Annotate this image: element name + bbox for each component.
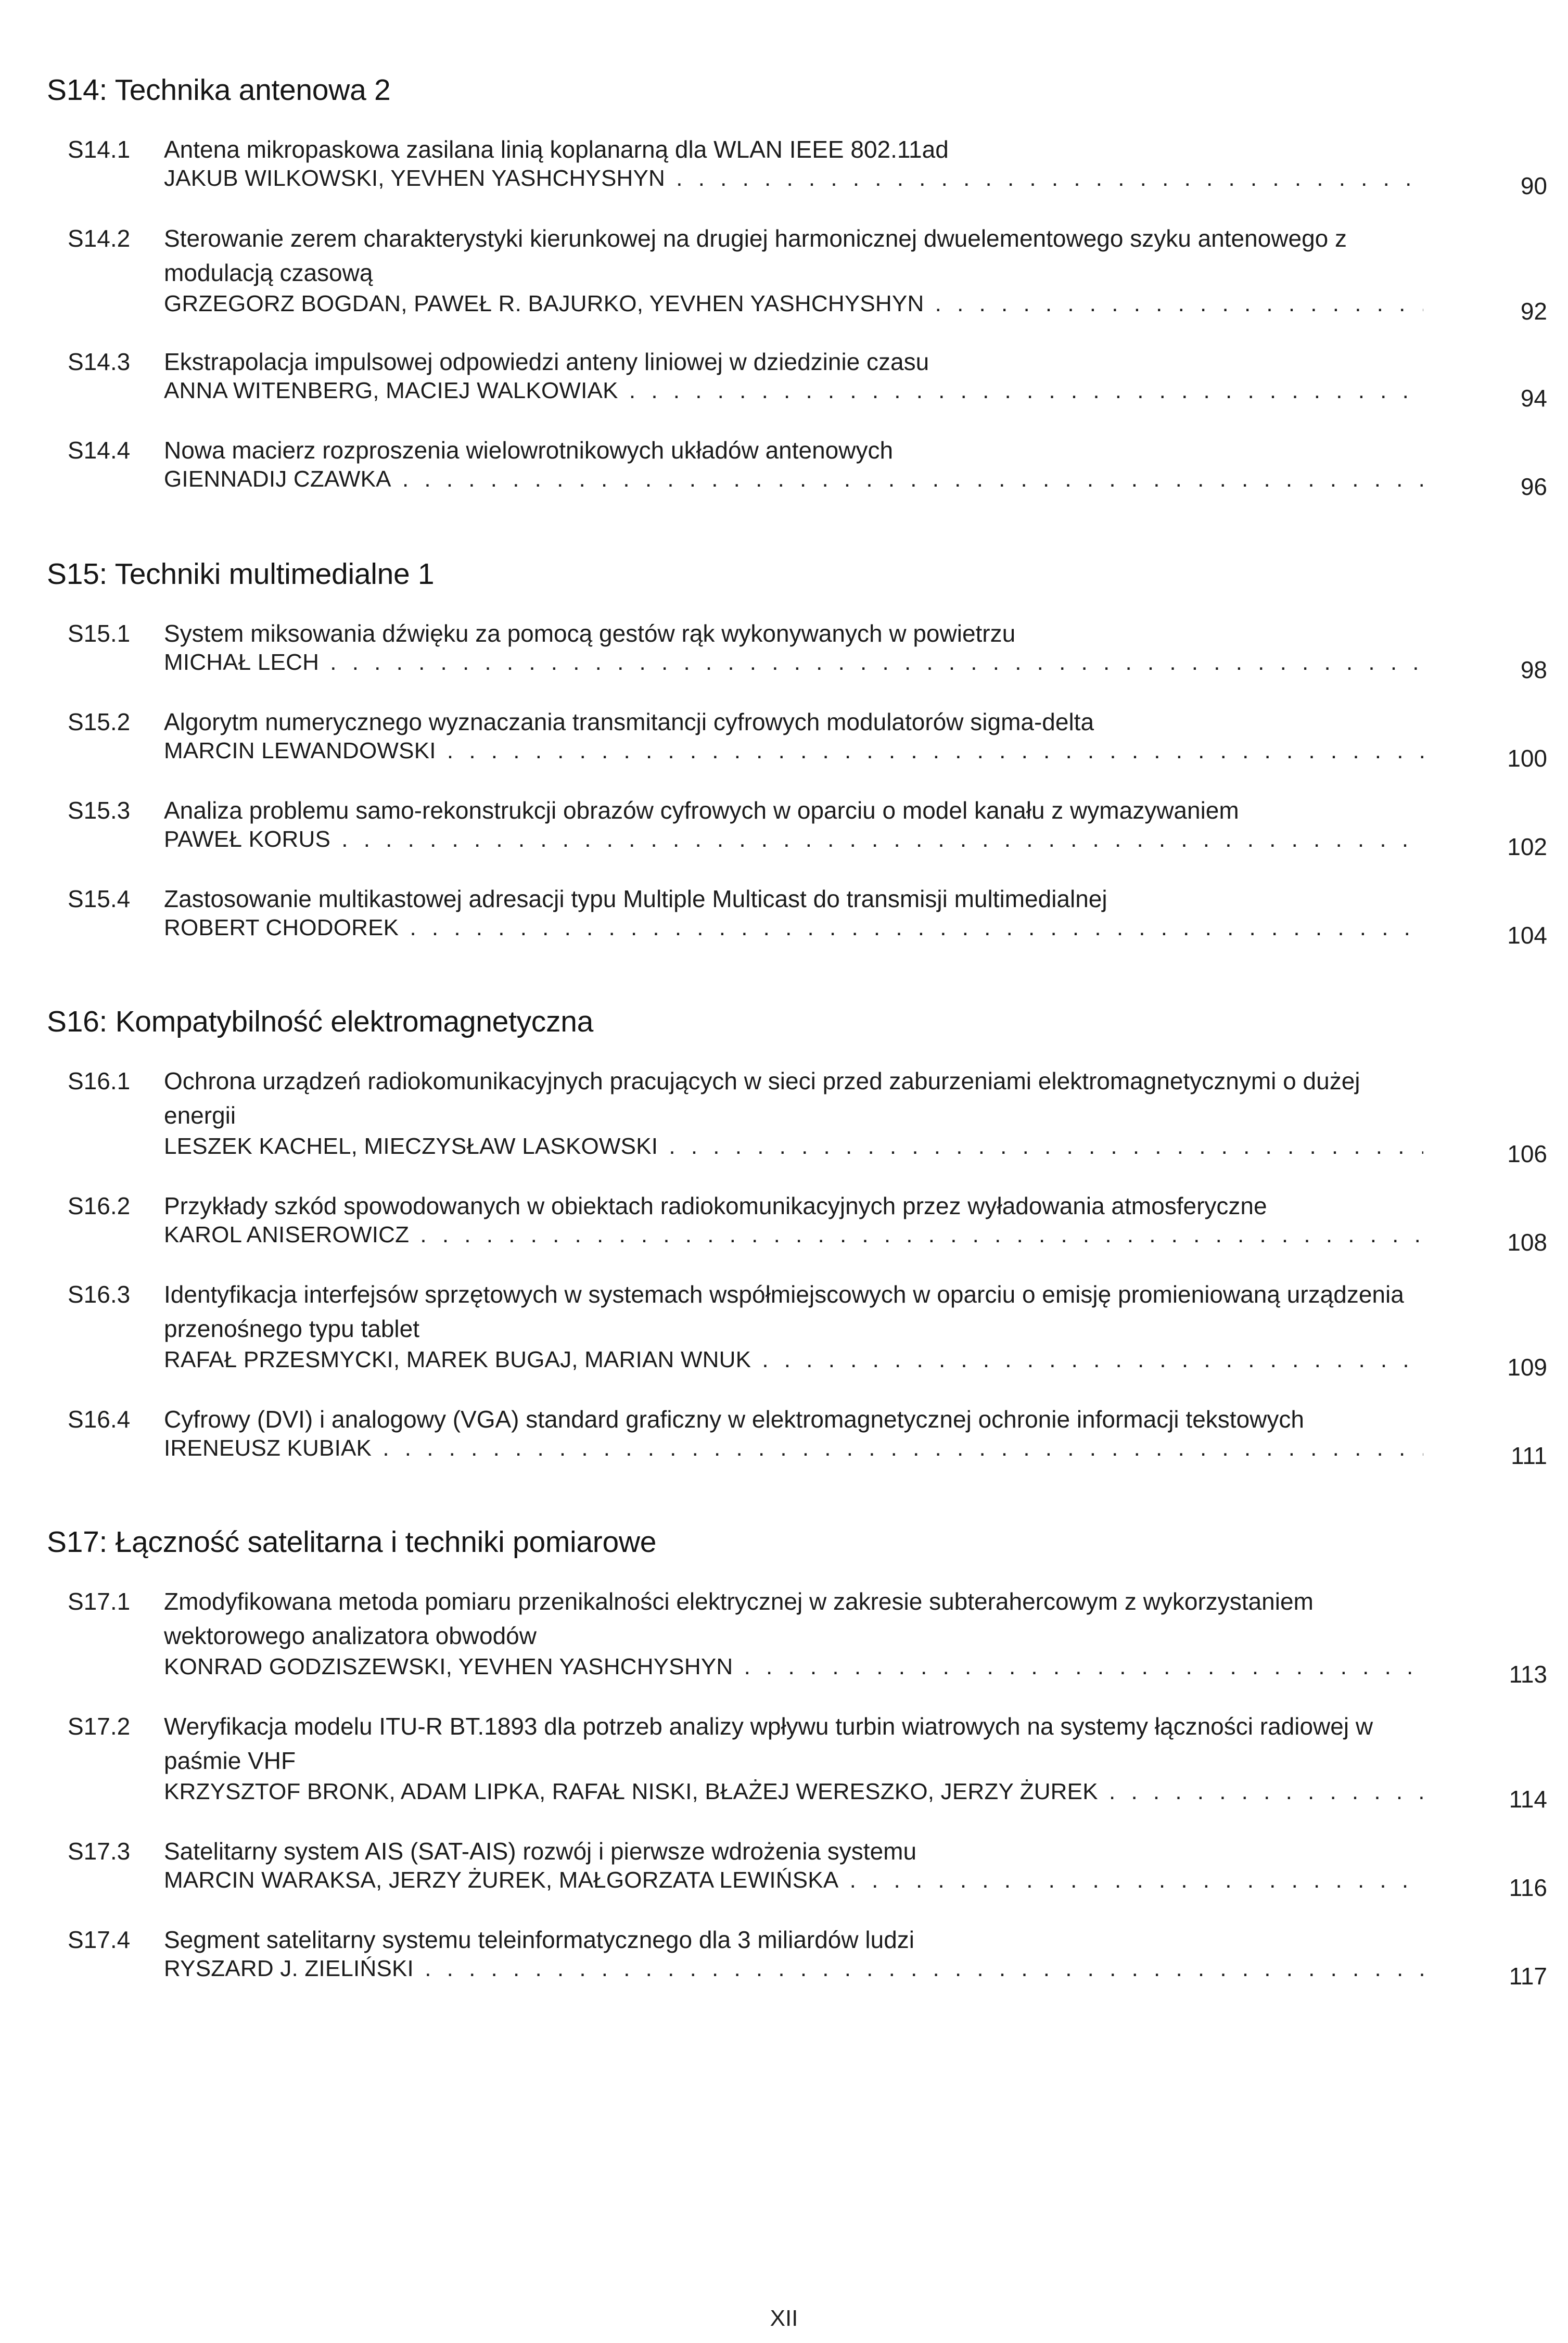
entry-number: S14.4 [68,437,131,464]
entry-title: Zastosowanie multikastowej adresacji typu Multiple Multicast do transmisji multimedialnej [164,885,1107,912]
entry-title: System miksowania dźwięku za pomocą gestów rąk wykonywanych w powietrzu [164,620,1016,647]
entry-authors: LESZEK KACHEL, MIECZYSŁAW LASKOWSKI . . . [164,1129,1423,1164]
entry-authors: IRENEUSZ KUBIAK . . . [164,1431,1423,1466]
entry-authors: GIENNADIJ CZAWKA . . . [164,462,1423,496]
entry-authors: RYSZARD J. ZIELIŃSKI . . . [164,1952,1423,1986]
entry-title: Weryfikacja modelu ITU-R BT.1893 dla potrzeb analizy wpływu turbin wiatrowych na systemy łączności radiowej w paśmie VHF [164,1713,1373,1774]
entry-page: 102 [1507,833,1547,860]
entry-number: S14.3 [68,348,131,375]
entry-authors: MARCIN LEWANDOWSKI . . . [164,734,1423,768]
entry-authors: MARCIN WARAKSA, JERZY ŻUREK, MAŁGORZATA LEWIŃSKA . . . [164,1863,1423,1898]
entry-authors: PAWEŁ KORUS . . . [164,822,1423,857]
entry-title: Antena mikropaskowa zasilana linią koplanarną dla WLAN IEEE 802.11ad [164,136,949,163]
entry-title: Algorytm numerycznego wyznaczania transmitancji cyfrowych modulatorów sigma-delta [164,708,1094,735]
entry-number: S15.3 [68,797,131,824]
entry-title: Ochrona urządzeń radiokomunikacyjnych pracujących w sieci przed zaburzeniami elektromagnetycznymi o dużej energii [164,1067,1360,1129]
entry-number: S15.1 [68,620,131,647]
entry-number: S15.4 [68,885,131,912]
entry-title: Cyfrowy (DVI) i analogowy (VGA) standard graficzny w elektromagnetycznej ochronie informacji tekstowych [164,1406,1304,1433]
entry-number: S14.2 [68,225,131,252]
entry-authors: MICHAŁ LECH . . . [164,645,1423,680]
entry-page: 117 [1509,1963,1547,1990]
section-title: S14: Technika antenowa 2 [47,73,391,107]
entry-page: 113 [1509,1661,1547,1688]
entry-authors: KONRAD GODZISZEWSKI, YEVHEN YASHCHYSHYN . . . [164,1650,1423,1684]
entry-number: S15.2 [68,708,131,735]
entry-title: Przykłady szkód spowodowanych w obiektach radiokomunikacyjnych przez wyładowania atmosferyczne [164,1192,1267,1219]
entry-authors: ROBERT CHODOREK . . . [164,911,1423,945]
entry-title: Zmodyfikowana metoda pomiaru przenikalności elektrycznej w zakresie subterahercowym z wykorzystaniem wektorowego analizatora obwodów [164,1588,1314,1649]
entry-page: 106 [1507,1140,1547,1167]
entry-number: S16.3 [68,1281,131,1308]
entry-authors: RAFAŁ PRZESMYCKI, MAREK BUGAJ, MARIAN WNUK . . . [164,1343,1423,1377]
entry-authors: GRZEGORZ BOGDAN, PAWEŁ R. BAJURKO, YEVHEN YASHCHYSHYN . . . [164,287,1423,321]
entry-authors: JAKUB WILKOWSKI, YEVHEN YASHCHYSHYN . . . [164,161,1423,196]
entry-title: Analiza problemu samo-rekonstrukcji obrazów cyfrowych w oparciu o model kanału z wymazywaniem [164,797,1239,824]
entry-number: S17.1 [68,1588,131,1615]
entry-page: 94 [1520,385,1547,412]
entry-number: S17.3 [68,1838,131,1865]
entry-page: 96 [1520,473,1547,500]
entry-page: 92 [1520,298,1547,325]
page-number: XII [770,2306,798,2331]
entry-number: S17.4 [68,1926,131,1953]
entry-page: 104 [1507,922,1547,949]
entry-page: 114 [1509,1786,1547,1813]
entry-title: Identyfikacja interfejsów sprzętowych w systemach współmiejscowych w oparciu o emisję promieniowaną urządzenia przenośnego typu tablet [164,1281,1404,1342]
entry-page: 116 [1509,1874,1547,1901]
entry-title: Segment satelitarny systemu teleinformatycznego dla 3 miliardów ludzi [164,1926,914,1953]
entry-page: 109 [1507,1354,1547,1381]
entry-number: S16.4 [68,1406,131,1433]
entry-page: 111 [1511,1442,1547,1469]
entry-page: 108 [1507,1229,1547,1256]
entry-number: S16.1 [68,1067,131,1094]
entry-authors: KRZYSZTOF BRONK, ADAM LIPKA, RAFAŁ NISKI, BŁAŻEJ WERESZKO, JERZY ŻUREK . . . [164,1775,1423,1809]
entry-title: Sterowanie zerem charakterystyki kierunkowej na drugiej harmonicznej dwuelementowego szyku antenowego z modulacją czasową [164,225,1347,286]
entry-authors: ANNA WITENBERG, MACIEJ WALKOWIAK . . . [164,374,1423,408]
entry-title: Nowa macierz rozproszenia wielowrotnikowych układów antenowych [164,437,894,464]
section-title: S15: Techniki multimedialne 1 [47,557,435,591]
section-title: S16: Kompatybilność elektromagnetyczna [47,1005,594,1038]
entry-title: Satelitarny system AIS (SAT-AIS) rozwój i pierwsze wdrożenia systemu [164,1838,917,1865]
section-title: S17: Łączność satelitarna i techniki pomiarowe [47,1525,657,1559]
entry-title: Ekstrapolacja impulsowej odpowiedzi anteny liniowej w dziedzinie czasu [164,348,929,375]
entry-authors: KAROL ANISEROWICZ . . . [164,1218,1423,1252]
entry-number: S16.2 [68,1192,131,1219]
entry-number: S14.1 [68,136,131,163]
entry-page: 90 [1520,172,1547,199]
entry-number: S17.2 [68,1713,131,1740]
entry-page: 100 [1507,745,1547,772]
entry-page: 98 [1520,656,1547,683]
